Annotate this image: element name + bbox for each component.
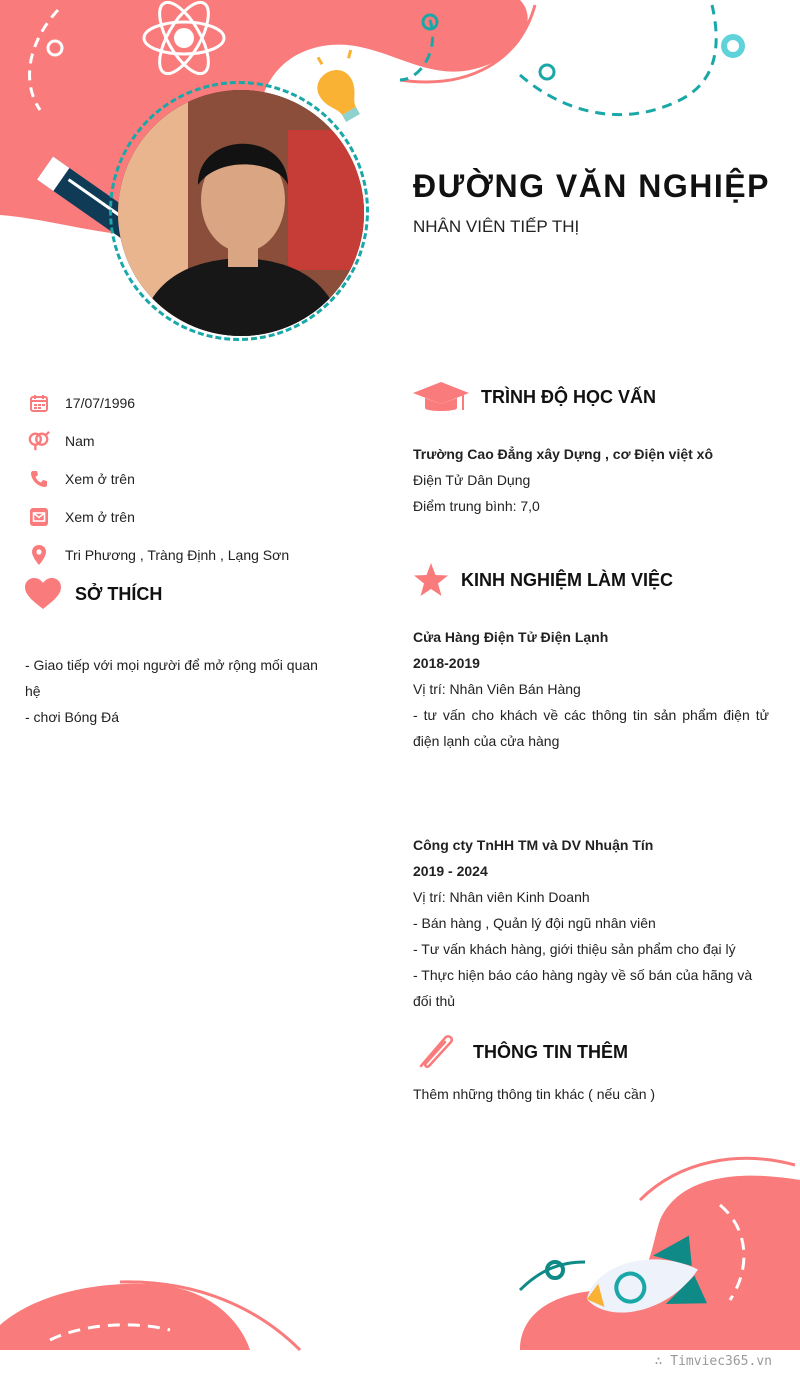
contact-text: Xem ở trên	[65, 471, 135, 487]
heart-icon	[25, 578, 75, 610]
contact-text: 17/07/1996	[65, 395, 136, 411]
company-name: Công cty TnHH TM và DV Nhuận Tín	[413, 837, 654, 853]
location-pin-icon	[28, 544, 50, 566]
avatar	[118, 90, 364, 336]
contact-birthdate	[28, 384, 289, 422]
job-position: Vị trí: Nhân viên Kinh Doanh	[413, 889, 590, 905]
hobby-item: - chơi Bóng Đá	[25, 709, 120, 725]
experience-heading	[413, 563, 673, 597]
job-entry	[413, 832, 769, 1014]
company-name: Cửa Hàng Điện Tử Điện Lạnh	[413, 629, 609, 645]
contact-gender	[28, 422, 289, 460]
candidate-name: ĐƯỜNG VĂN NGHIỆP	[413, 168, 770, 204]
gpa: Điểm trung bình: 7,0	[413, 498, 540, 514]
major: Điện Tử Dân Dụng	[413, 472, 531, 488]
job-duty: - tư vấn cho khách về các thông tin sản phẩm điện tử điện lạnh của cửa hàng	[413, 707, 769, 749]
section-title: THÔNG TIN THÊM	[473, 1041, 628, 1062]
hobbies-content	[25, 652, 335, 730]
phone-icon	[28, 468, 50, 490]
job-entry	[413, 624, 769, 754]
job-duty: - Bán hàng , Quản lý đội ngũ nhân viên	[413, 915, 656, 931]
watermark: ∴ Timviec365.vn	[654, 1354, 772, 1369]
job-title: NHÂN VIÊN TIẾP THỊ	[413, 217, 580, 236]
job-period: 2019 - 2024	[413, 863, 488, 879]
contact-text: Xem ở trên	[65, 509, 135, 525]
bottom-left-blob	[0, 1284, 250, 1350]
contact-address	[28, 536, 289, 574]
section-title: SỞ THÍCH	[75, 583, 163, 604]
education-content	[413, 441, 769, 519]
calendar-icon	[28, 392, 50, 414]
education-heading	[413, 380, 656, 414]
email-icon	[28, 506, 50, 528]
contact-phone	[28, 460, 289, 498]
teal-small-ring-2	[540, 65, 554, 79]
extra-info-content	[413, 1081, 769, 1107]
section-title: KINH NGHIỆM LÀM VIỆC	[461, 569, 674, 590]
gender-icon	[28, 430, 50, 452]
contact-info-list	[28, 384, 289, 574]
extra-info-heading	[413, 1032, 628, 1072]
job-duty: - Thực hiện báo cáo hàng ngày về số bán của hãng và đối thủ	[413, 967, 753, 1009]
hobby-item: - Giao tiếp với mọi người để mở rộng mối quan hệ	[25, 657, 318, 699]
job-period: 2018-2019	[413, 655, 480, 671]
paperclip-icon	[413, 1032, 473, 1072]
hobbies-heading	[25, 578, 162, 610]
job-duty: - Tư vấn khách hàng, giới thiệu sản phẩm cho đại lý	[413, 941, 736, 957]
profile-photo	[118, 90, 364, 336]
job-position: Vị trí: Nhân Viên Bán Hàng	[413, 681, 581, 697]
contact-text: Tri Phương , Tràng Định , Lạng Sơn	[65, 547, 290, 563]
contact-text: Nam	[65, 433, 95, 449]
star-icon	[413, 563, 461, 597]
section-title: TRÌNH ĐỘ HỌC VẤN	[481, 386, 656, 407]
extra-info-text: Thêm những thông tin khác ( nếu cần )	[413, 1086, 656, 1102]
graduation-cap-icon	[413, 380, 481, 414]
school-name: Trường Cao Đẳng xây Dựng , cơ Điện việt xô	[413, 446, 714, 462]
teal-dot-ring	[724, 37, 742, 55]
contact-email	[28, 498, 289, 536]
